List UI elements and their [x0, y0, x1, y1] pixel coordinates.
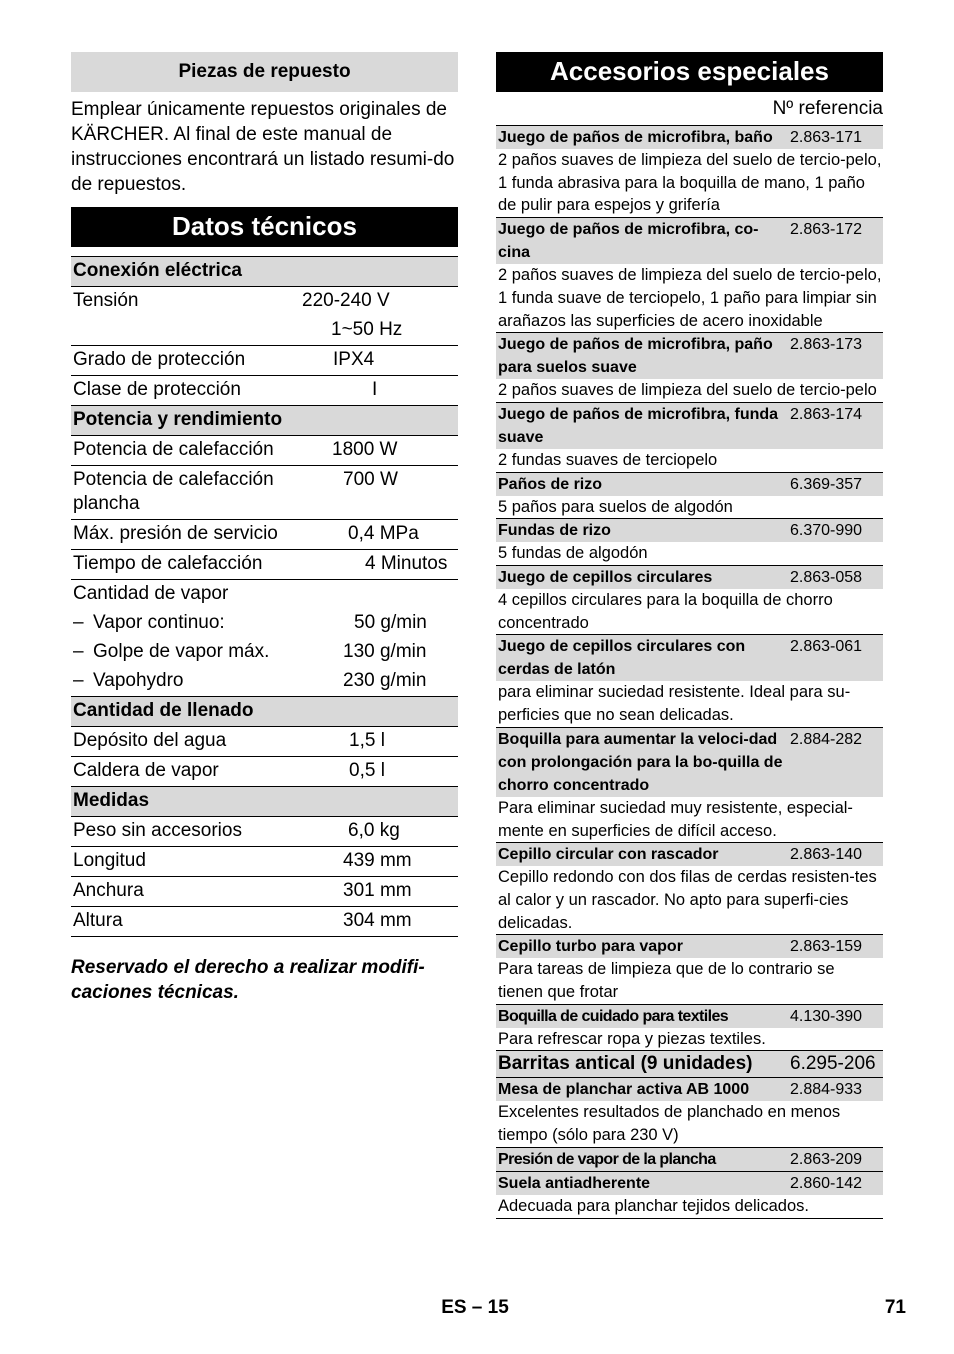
accessory-header	[496, 519, 883, 542]
accessory-ref-number: 2.863-173	[790, 336, 863, 354]
spec-row-height	[71, 907, 458, 937]
spec-row-water-tank	[71, 727, 458, 757]
accessory-name: Presión de vapor de la plancha	[498, 1150, 716, 1168]
spec-row-voltage	[71, 287, 458, 316]
accessory-description: Cepillo redondo con dos filas de cerdas resisten-tes al calor y un rascador. No apto para superfi-cies delicadas.	[498, 868, 877, 932]
accessory-name: Boquilla de cuidado para textiles	[498, 1007, 729, 1025]
spec-value: 130 g/min	[343, 641, 427, 662]
spec-row-iron-power	[71, 466, 458, 520]
spec-label: Peso sin accesorios	[73, 820, 242, 841]
accessory-header	[496, 218, 883, 264]
section-label: Medidas	[73, 790, 150, 811]
spec-label-text: Golpe de vapor máx.	[93, 641, 270, 662]
spec-row-length	[71, 847, 458, 877]
spec-row-vapohydro	[71, 667, 458, 697]
section-electrical	[71, 257, 458, 287]
accessory-name: Boquilla para aumentar la veloci-dad con prolongación para la bo-quilla de chorro concentrado	[498, 730, 783, 794]
accessory-header	[496, 403, 883, 449]
accessory-header	[496, 566, 883, 589]
spec-row-steam-burst	[71, 638, 458, 667]
spec-label-empty	[73, 318, 298, 342]
spec-value: 700 W	[343, 469, 398, 490]
spec-label	[73, 640, 298, 664]
accessory-header	[496, 843, 883, 866]
spec-value: IPX4	[333, 349, 375, 370]
section-power	[71, 406, 458, 436]
accessory-description: 2 paños suaves de limpieza del suelo de tercio-pelo, 1 funda abrasiva para la boquilla de mano, 1 paño de pulir para espejos y grifería	[498, 151, 882, 215]
right-column	[496, 52, 883, 1219]
accessory-description: Para refrescar ropa y piezas textiles.	[498, 1029, 766, 1048]
accessory-item	[496, 635, 883, 727]
tech-data-table	[71, 256, 458, 937]
page-number: 71	[884, 1297, 906, 1318]
dash: –	[73, 612, 84, 633]
accessory-name: Juego de cepillos circulares	[498, 569, 713, 587]
accessory-header	[496, 333, 883, 379]
accessory-ref-number: 2.863-172	[790, 221, 863, 239]
accessory-description: Para tareas de limpieza que de lo contrario se tienen que frotar	[498, 960, 835, 1002]
spec-value: 230 g/min	[343, 670, 427, 691]
spec-value: 301 mm	[343, 880, 412, 901]
accessory-ref-number: 2.863-058	[790, 569, 863, 587]
spec-value: 220-240 V	[302, 290, 390, 311]
accessory-ref-number: 6.370-990	[790, 522, 863, 540]
accessory-item	[496, 1172, 883, 1219]
accessory-header	[496, 1005, 883, 1028]
accessory-item	[496, 403, 883, 473]
spec-label: Clase de protección	[73, 379, 241, 400]
spare-parts-text: Emplear únicamente repuestos originales de KÄRCHER. Al final de este manual de instrucciones encontrará un listado resumi-do de repuestos.	[71, 99, 455, 195]
accessory-item	[496, 1148, 883, 1172]
spec-label	[73, 669, 298, 693]
accessory-description: 5 fundas de algodón	[498, 544, 648, 563]
section-label: Cantidad de llenado	[73, 700, 254, 721]
accessory-name: Cepillo turbo para vapor	[498, 938, 683, 956]
accessory-ref-number: 2.884-933	[790, 1081, 863, 1099]
spec-row-protection-degree	[71, 346, 458, 376]
accessory-ref-number: 2.863-171	[790, 129, 863, 146]
accessory-description: Adecuada para planchar tejidos delicados.	[498, 1196, 809, 1215]
accessory-name: Juego de paños de microfibra, baño	[498, 129, 773, 146]
accessory-ref-number: 6.295-206	[790, 1053, 876, 1075]
spec-value: 304 mm	[343, 910, 412, 931]
spec-label: Tiempo de calefacción	[73, 553, 263, 574]
accessory-ref-number: 2.863-140	[790, 846, 863, 864]
spec-label: Altura	[73, 910, 123, 931]
spec-label	[73, 611, 298, 635]
technical-changes-note: Reservado el derecho a realizar modifi-caciones técnicas.	[71, 957, 425, 1003]
spec-label: Potencia de calefacción	[73, 439, 274, 460]
spec-label-text: Vapohydro	[93, 670, 184, 691]
spec-label: Tensión	[73, 290, 139, 311]
accessory-name: Cepillo circular con rascador	[498, 846, 719, 864]
accessory-name: Juego de paños de microfibra, funda suave	[498, 405, 779, 446]
spec-label: Caldera de vapor	[73, 760, 219, 781]
accessory-ref-number: 2.884-282	[790, 730, 863, 748]
spec-row-steam	[71, 580, 458, 609]
spec-value: 6,0 kg	[348, 820, 400, 841]
left-column	[71, 52, 458, 1005]
accessory-description: 5 paños para suelos de algodón	[498, 497, 733, 516]
accessory-description: 2 paños suaves de limpieza del suelo de tercio-pelo	[498, 381, 877, 400]
accessory-header	[496, 473, 883, 496]
spec-row-width	[71, 877, 458, 907]
spec-value: 4 Minutos	[365, 553, 448, 574]
accessory-description: Excelentes resultados de planchado en menos tiempo (sólo para 230 V)	[498, 1103, 841, 1145]
spec-value: 1800 W	[332, 439, 398, 460]
accessory-name: Juego de paños de microfibra, paño para suelos suave	[498, 336, 773, 377]
spec-label: Grado de protección	[73, 349, 246, 370]
accessory-ref-number: 2.863-061	[790, 638, 863, 656]
accessory-item	[496, 519, 883, 566]
spec-label: Longitud	[73, 850, 146, 871]
accessory-header	[496, 1148, 883, 1171]
dash: –	[73, 670, 84, 691]
section-filling	[71, 697, 458, 727]
accessory-name: Juego de cepillos circulares con cerdas de latón	[498, 638, 746, 679]
reference-number-header: Nº referencia	[496, 92, 883, 126]
spec-value: 0,5 l	[349, 760, 385, 781]
accessory-item	[496, 843, 883, 935]
accessory-item	[496, 218, 883, 333]
section-label: Conexión eléctrica	[73, 260, 242, 281]
spec-label-text: Vapor continuo:	[93, 612, 225, 633]
accessory-ref-number: 2.863-209	[790, 1150, 863, 1168]
spec-label: Cantidad de vapor	[73, 583, 229, 604]
accessory-name: Fundas de rizo	[498, 522, 611, 540]
accessory-description: 2 paños suaves de limpieza del suelo de tercio-pelo, 1 funda suave de terciopelo, 1 paño para limpiar sin arañazos las superficies de acero inoxidable	[498, 266, 882, 330]
accessory-item	[496, 566, 883, 635]
accessory-header	[496, 1172, 883, 1195]
accessory-item	[496, 1051, 883, 1078]
spec-row-weight	[71, 817, 458, 847]
accessory-header	[496, 126, 883, 149]
spec-row-pressure	[71, 520, 458, 550]
accessories-list	[496, 126, 883, 1219]
accessory-name: Barritas antical (9 unidades)	[498, 1053, 753, 1075]
accessories-heading: Accesorios especiales	[496, 52, 883, 92]
accessory-item	[496, 935, 883, 1004]
accessory-name: Suela antiadherente	[498, 1174, 651, 1192]
spec-label: Anchura	[73, 880, 144, 901]
spec-value: 1,5 l	[349, 730, 385, 751]
spec-value: I	[372, 379, 378, 400]
accessory-header	[496, 728, 883, 797]
accessory-ref-number: 6.369-357	[790, 475, 863, 493]
accessory-name: Paños de rizo	[498, 475, 603, 493]
spec-value: 50 g/min	[354, 612, 427, 633]
spec-row-protection-class	[71, 376, 458, 406]
accessory-header	[496, 935, 883, 958]
spec-row-frequency	[71, 316, 458, 346]
accessory-ref-number: 4.130-390	[790, 1007, 863, 1025]
spec-label: Depósito del agua	[73, 730, 227, 751]
section-label: Potencia y rendimiento	[73, 409, 283, 430]
footer-section: ES – 15	[441, 1297, 509, 1318]
accessory-name: Juego de paños de microfibra, co-cina	[498, 221, 759, 262]
dash: –	[73, 641, 84, 662]
accessory-header	[496, 1051, 883, 1077]
spec-row-boiler	[71, 757, 458, 787]
spec-label: Potencia de calefacción plancha	[73, 469, 274, 514]
accessory-name: Mesa de planchar activa AB 1000	[498, 1081, 750, 1099]
accessory-item	[496, 1078, 883, 1147]
spec-row-heating-time	[71, 550, 458, 580]
accessory-description: 4 cepillos circulares para la boquilla de chorro concentrado	[498, 591, 833, 632]
spec-value: 1~50 Hz	[331, 319, 403, 340]
spec-label: Máx. presión de servicio	[73, 523, 278, 544]
accessory-item	[496, 126, 883, 218]
accessory-ref-number: 2.863-159	[790, 938, 863, 956]
accessory-header	[496, 1078, 883, 1101]
accessory-item	[496, 1005, 883, 1052]
accessory-header	[496, 635, 883, 681]
accessory-ref-number: 2.860-142	[790, 1174, 863, 1192]
accessory-description: para eliminar suciedad resistente. Ideal para su-perficies que no sean delicadas.	[498, 683, 851, 725]
tech-data-heading: Datos técnicos	[71, 207, 458, 247]
spec-value: 439 mm	[343, 850, 412, 871]
accessory-item	[496, 333, 883, 403]
accessory-description: Para eliminar suciedad muy resistente, especial-mente en superficies de difícil acceso.	[498, 798, 853, 840]
spec-row-heating-power	[71, 436, 458, 466]
accessory-description: 2 fundas suaves de terciopelo	[498, 450, 718, 469]
accessory-ref-number: 2.863-174	[790, 405, 863, 423]
spare-parts-heading: Piezas de repuesto	[71, 52, 458, 92]
spec-value: 0,4 MPa	[348, 523, 419, 544]
accessory-item	[496, 473, 883, 520]
spec-row-steam-continuous	[71, 609, 458, 638]
section-dimensions	[71, 787, 458, 817]
accessory-item	[496, 728, 883, 843]
